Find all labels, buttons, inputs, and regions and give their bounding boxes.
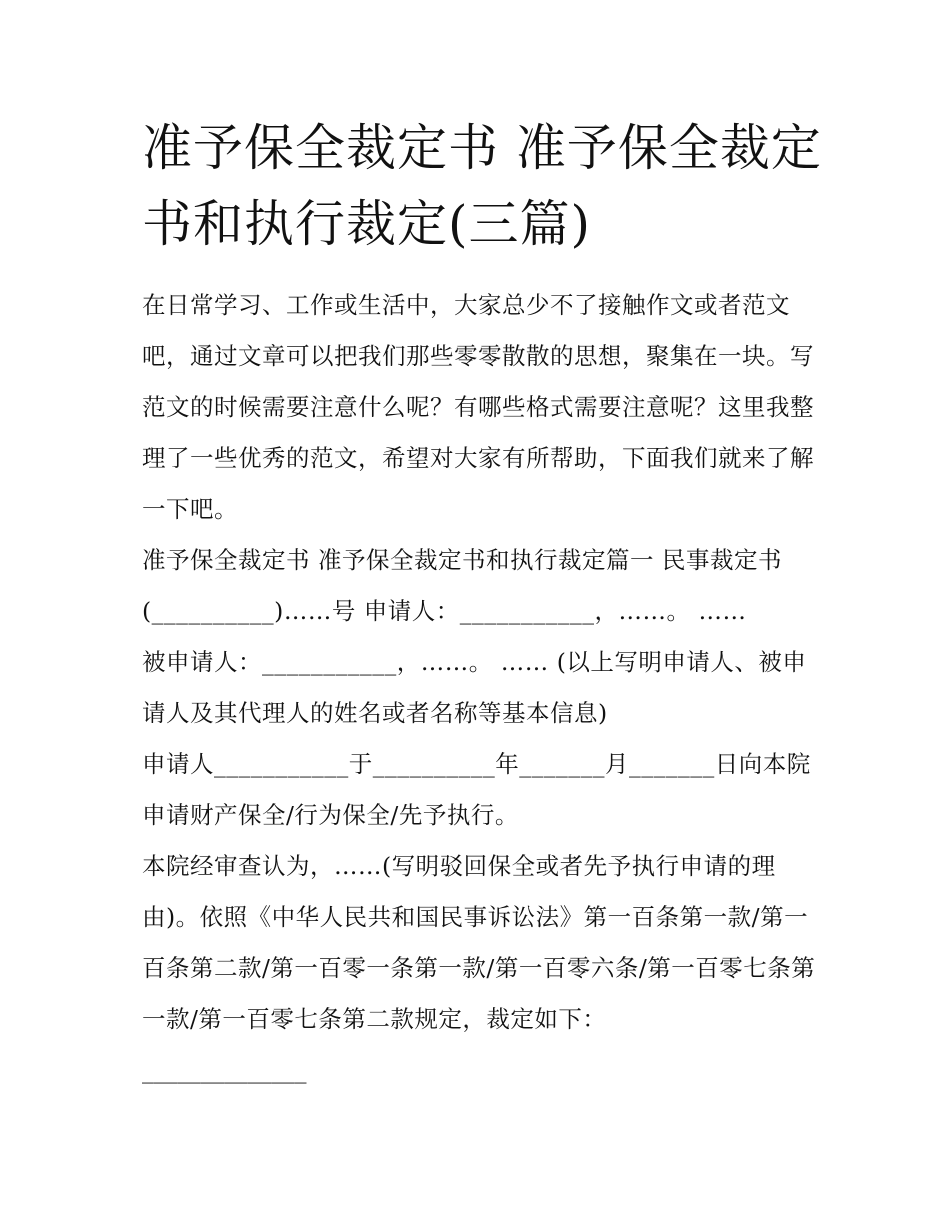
document-title: 准予保全裁定书 准予保全裁定书和执行裁定(三篇) [142, 119, 822, 253]
blank-line: ______________ [142, 1056, 307, 1084]
intro-paragraph: 在日常学习、工作或生活中，大家总少不了接触作文或者范文吧，通过文章可以把我们那些零零散散的思想，聚集在一块。写范文的时候需要注意什么呢？有哪些格式需要注意呢？这里我整理了一些优秀的范文，希望对大家有所帮助，下面我们就来了解一下吧。 [142, 291, 814, 523]
respondent-paragraph: 被申请人：___________，……。 …… (以上写明申请人、被申请人及其代理人的姓名或者名称等基本信息) [142, 648, 807, 727]
case-number-applicant-line: (__________)……号 申请人：___________，……。 …… [142, 597, 747, 625]
review-paragraph: 本院经审查认为，……(写明驳回保全或者先予执行申请的理由)。依照《中华人民共和国民事诉讼法》第一百条第一款/第一百条第二款/第一百零一条第一款/第一百零六条/第一百零七条第一款/第一百零七条第二款规定，裁定如下： [142, 852, 816, 1033]
section-heading: 准予保全裁定书 准予保全裁定书和执行裁定篇一 民事裁定书 [142, 546, 782, 574]
application-date-paragraph: 申请人___________于__________年_______月_______日向本院申请财产保全/行为保全/先予执行。 [142, 750, 811, 829]
document-body [142, 110, 822, 1096]
